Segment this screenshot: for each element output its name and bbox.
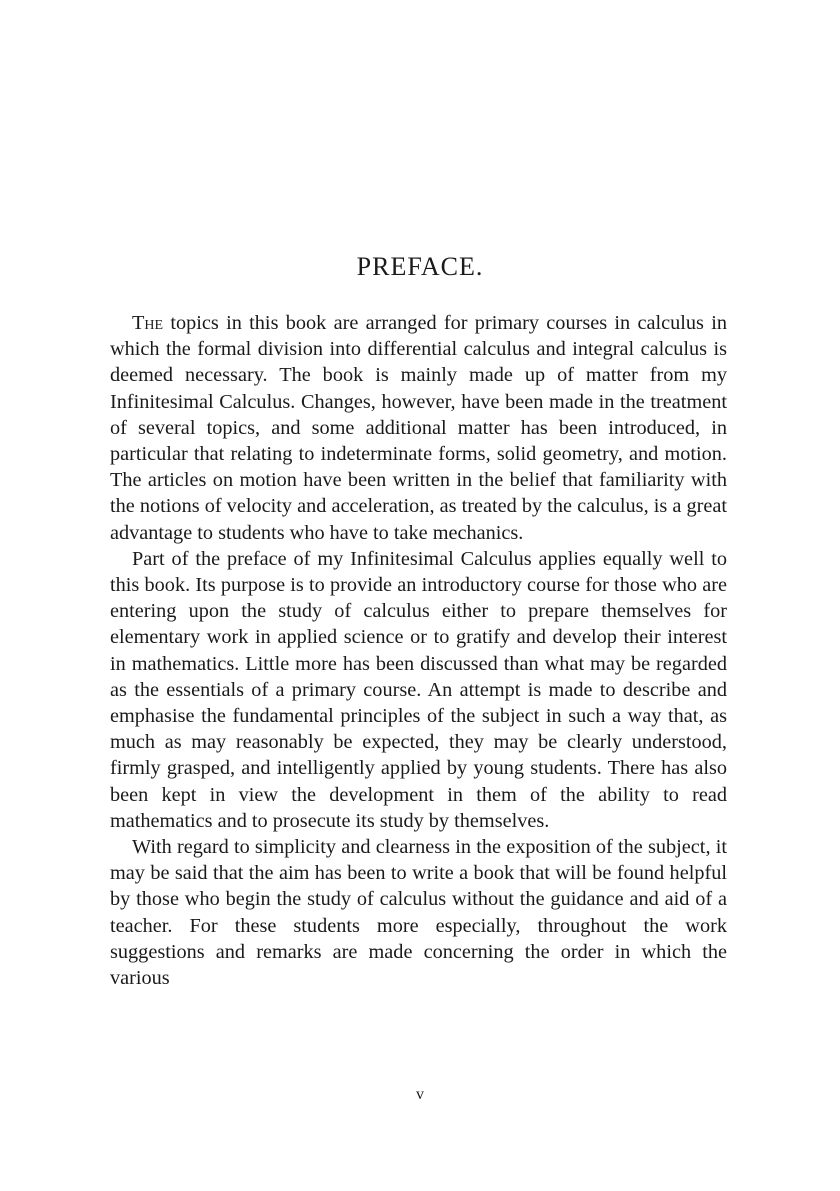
paragraph-2: Part of the preface of my Infinitesimal Calculus applies equally well to this book. Its purpose is to provide an introductory course for those who are entering upon the study of calculus either to prepare themselves for elementary work in applied science or to gratify and develop their interest in mathematics. Little more has been discussed than what may be regarded as the essentials of a primary course. An attempt is made to describe and emphasise the fundamental principles of the subject in such a way that, as much as may reasonably be expected, they may be clearly understood, firmly grasped, and intelligently applied by young students. There has also been kept in view the development in them of the ability to read mathematics and to prosecute its study by themselves. (110, 547, 727, 832)
paragraph-1 (110, 310, 727, 546)
paragraph-1-text: topics in this book are arranged for primary courses in calculus in which the formal division into differential calculus and integral calculus is deemed necessary. The book is mainly made up of matter from my Infinitesimal Calculus. Changes, however, have been made in the treatment of several topics, and some additional matter has been introduced, in particular that relating to indeterminate forms, solid geometry, and motion. The articles on motion have been written in the belief that familiarity with the notions of velocity and acceleration, as treated by the calculus, is a great advantage to students who have to take mechanics. (110, 312, 727, 544)
page-number: v (416, 1086, 424, 1103)
preface-body (110, 310, 727, 991)
paragraph-3: With regard to simplicity and clearness in the exposition of the subject, it may be said that the aim has been to write a book that will be found helpful by those who begin the study of calculus without the guidance and aid of a teacher. For these students more especially, throughout the work suggestions and remarks are made concerning the order in which the various (110, 836, 727, 990)
paragraph-1-lead-word: The (132, 312, 164, 334)
page-title: PREFACE. (356, 252, 484, 281)
